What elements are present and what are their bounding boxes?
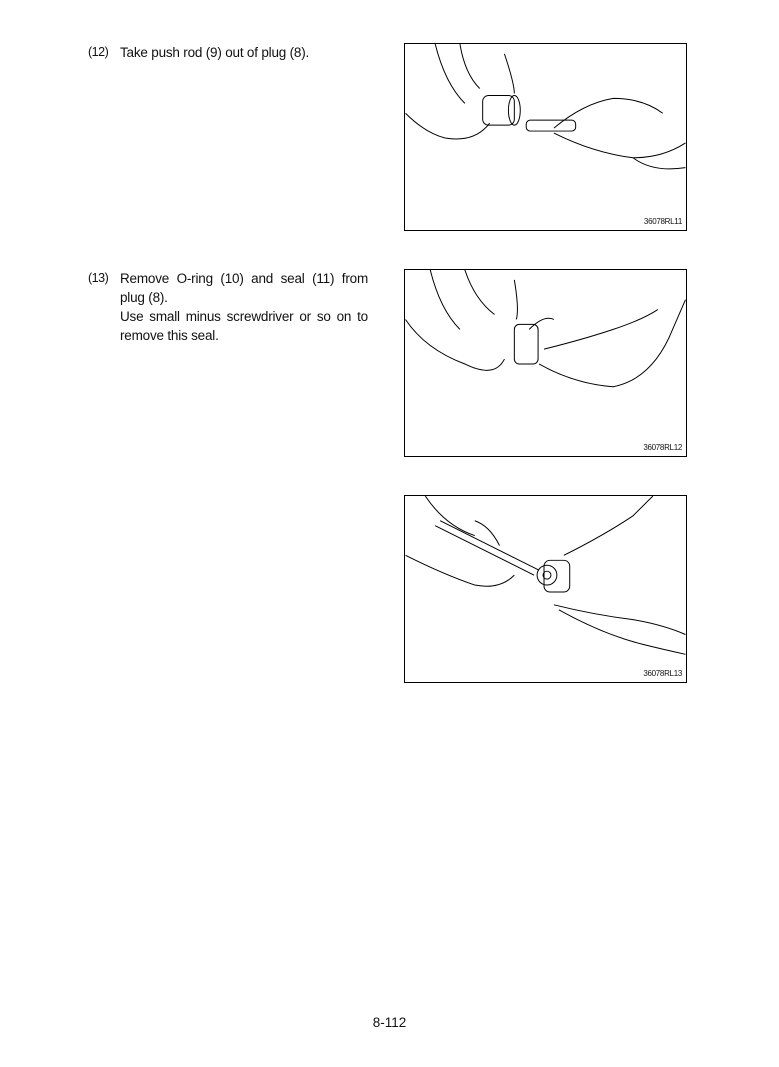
figure-seal-removal xyxy=(404,495,687,683)
figure-push-rod-removal xyxy=(404,43,687,231)
illustration-hands-plug-rod xyxy=(405,44,686,230)
figure-oring-removal xyxy=(404,269,687,457)
step-12 xyxy=(88,43,368,62)
illustration-screwdriver-seal xyxy=(405,496,686,682)
illustration-hands-oring xyxy=(405,270,686,456)
step-number: (12) xyxy=(88,45,109,59)
page-number: 8-112 xyxy=(372,1015,407,1030)
step-text: Take push rod (9) out of plug (8). xyxy=(120,45,310,60)
figure-code: 36078RL12 xyxy=(643,443,682,452)
step-text: Use small minus screwdriver or so on to remove this seal. xyxy=(120,309,368,343)
figure-code: 36078RL13 xyxy=(643,669,682,678)
step-text: Remove O-ring (10) and seal (11) from plug (8). xyxy=(120,271,368,305)
step-13 xyxy=(88,269,368,345)
figure-code: 36078RL11 xyxy=(643,217,682,226)
step-number: (13) xyxy=(88,271,109,285)
